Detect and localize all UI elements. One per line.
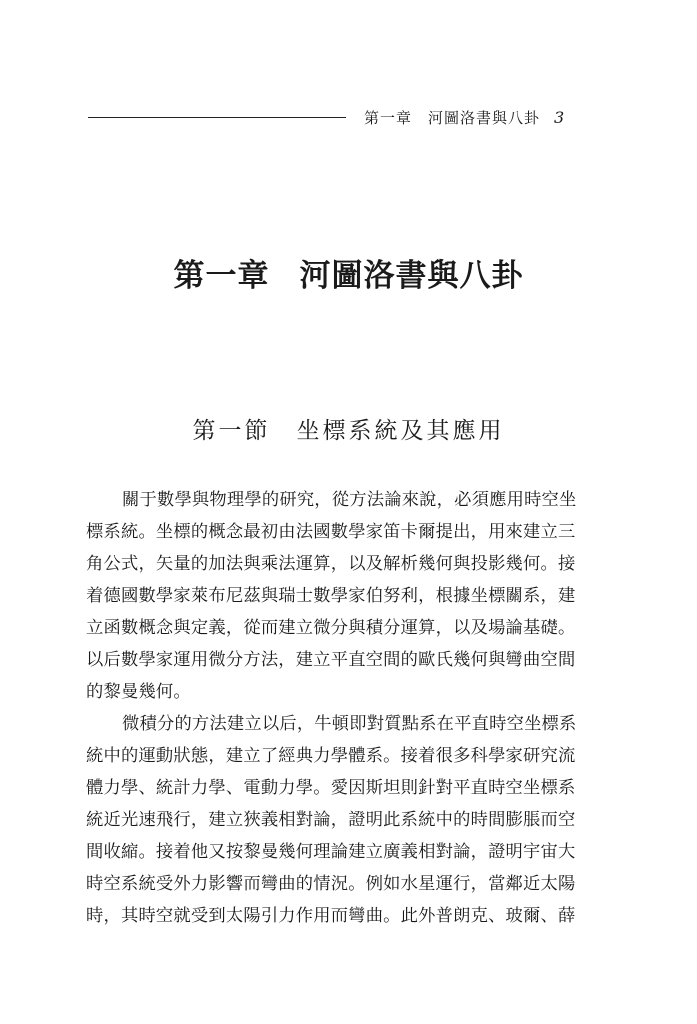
section-number: 第一節 — [192, 418, 271, 444]
text-line: 體力學、統計力學、電動力學。愛因斯坦則針對平直時空坐標系 — [86, 778, 576, 798]
body-text — [86, 484, 606, 932]
text-line: 統近光速飛行，建立狹義相對論，證明此系統中的時間膨脹而空 — [86, 810, 576, 830]
text-line: 立函數概念與定義，從而建立微分與積分運算，以及場論基礎。 — [86, 618, 576, 638]
text-line: 標系統。坐標的概念最初由法國數學家笛卡爾提出，用來建立三 — [86, 522, 576, 542]
text-line: 角公式，矢量的加法與乘法運算，以及解析幾何與投影幾何。接 — [86, 554, 576, 574]
chapter-number: 第一章 — [173, 258, 270, 294]
text-line: 微積分的方法建立以后，牛頓即對質點系在平直時空坐標系 — [122, 714, 577, 734]
header-chapter-label: 第一章 — [364, 108, 413, 127]
text-line: 着德國數學家萊布尼茲與瑞士數學家伯努利，根據坐標關系，建 — [86, 586, 576, 606]
text-line: 間收縮。接着他又按黎曼幾何理論建立廣義相對論，證明宇宙大 — [86, 842, 576, 862]
text-line: 的黎曼幾何。 — [86, 682, 191, 702]
text-line: 時空系統受外力影響而彎曲的情況。例如水星運行，當鄰近太陽 — [86, 874, 576, 894]
paragraph — [86, 484, 606, 708]
chapter-heading — [0, 254, 697, 298]
text-line: 時，其時空就受到太陽引力作用而彎曲。此外普朗克、玻爾、薛 — [86, 906, 576, 926]
chapter-title: 河圖洛書與八卦 — [299, 258, 524, 294]
running-header — [88, 104, 598, 130]
paragraph — [86, 708, 606, 932]
text-line: 以后數學家運用微分方法，建立平直空間的歐氏幾何與彎曲空間 — [86, 650, 576, 670]
header-rule — [88, 117, 346, 118]
text-line: 關于數學與物理學的研究，從方法論來說，必須應用時空坐 — [122, 490, 577, 510]
header-chapter-title: 河圖洛書與八卦 — [428, 108, 541, 127]
text-line: 統中的運動狀態，建立了經典力學體系。接着很多科學家研究流 — [86, 746, 576, 766]
section-heading — [0, 413, 697, 449]
section-title: 坐標系統及其應用 — [296, 418, 505, 444]
page-number: 3 — [554, 107, 565, 127]
